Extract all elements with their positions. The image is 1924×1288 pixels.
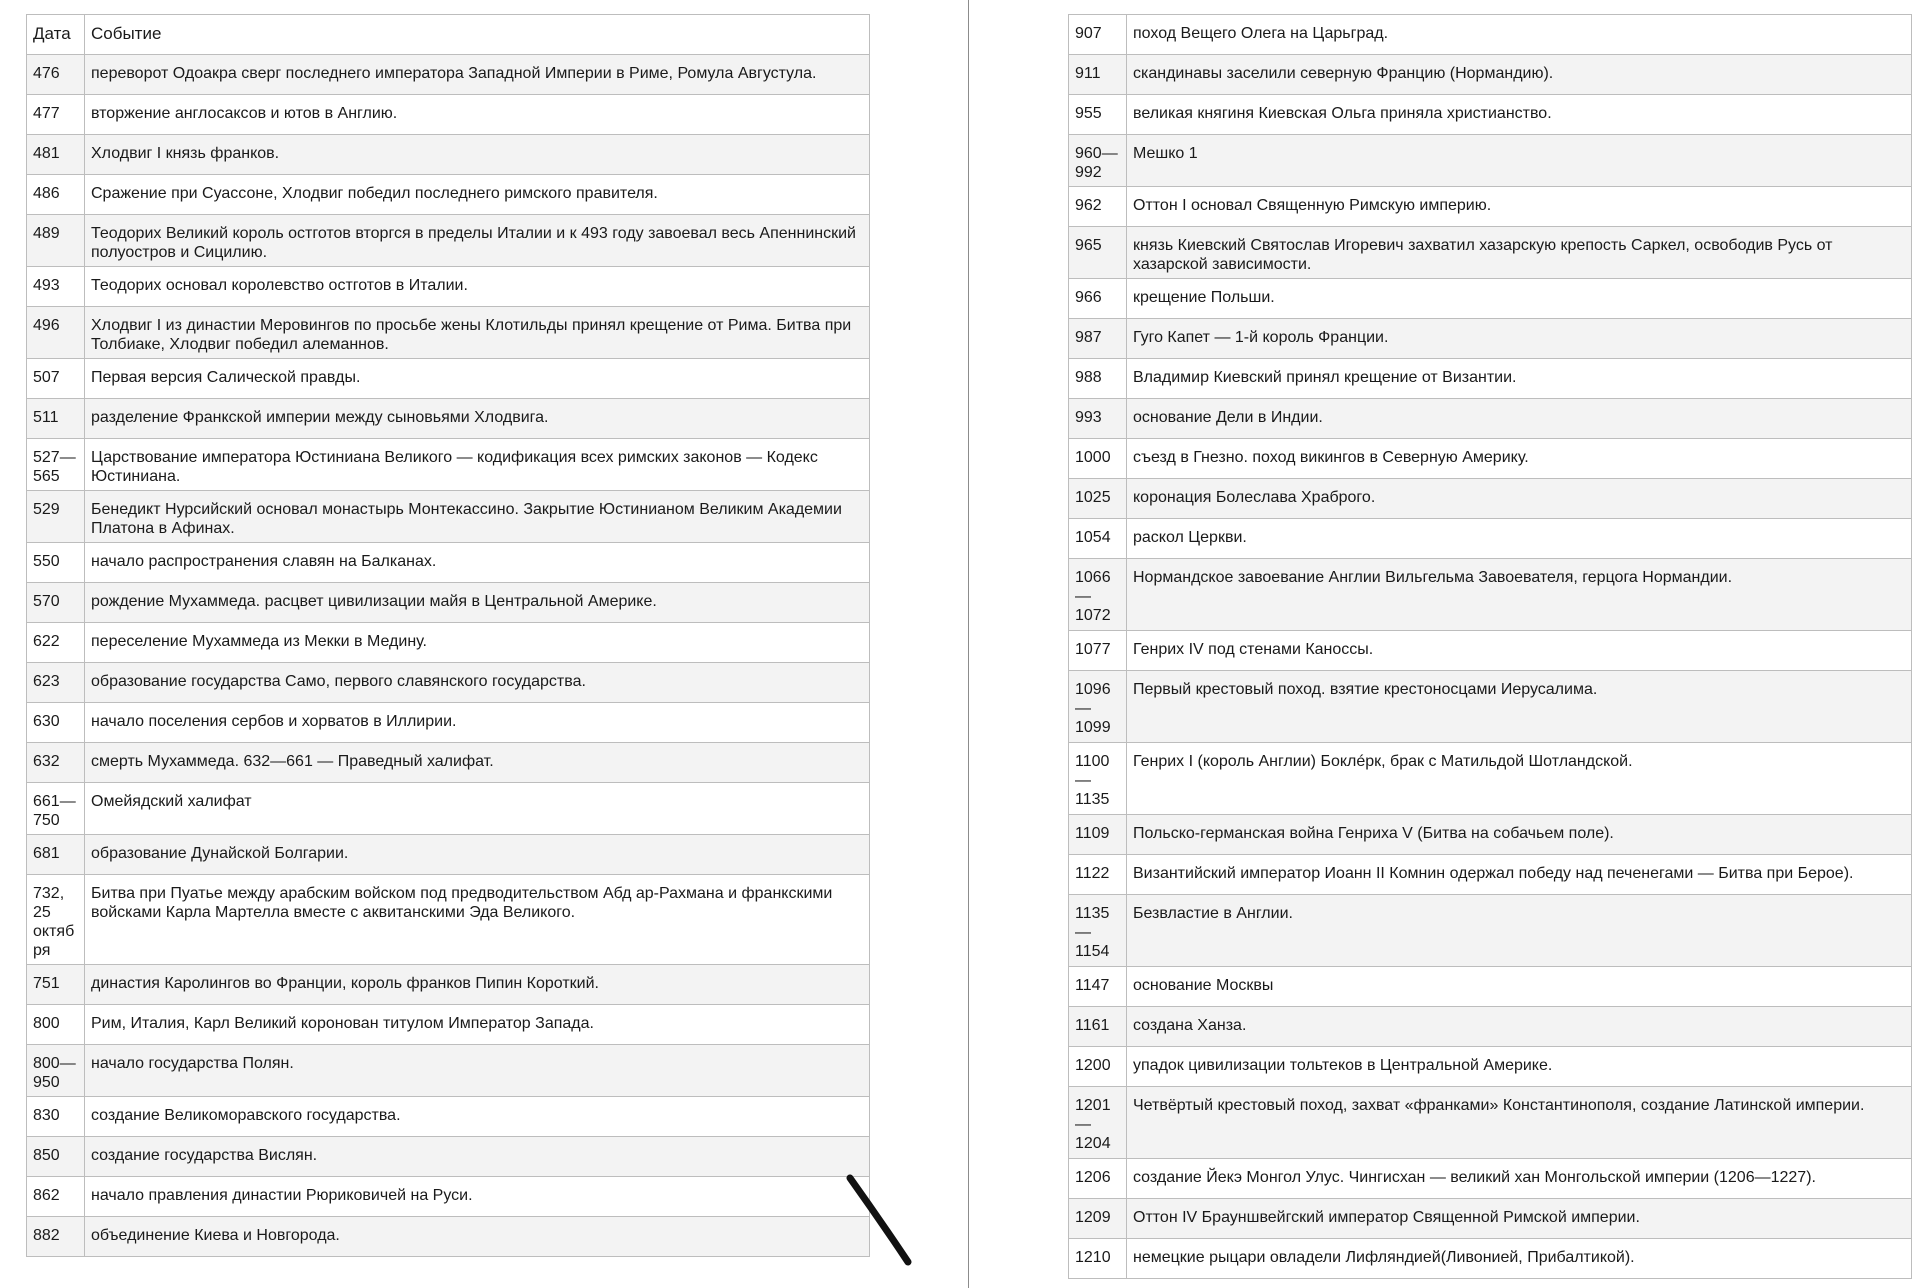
row-event: начало поселения сербов и хорватов в Иллирии. — [85, 703, 870, 743]
row-event: образование государства Само, первого славянского государства. — [85, 663, 870, 703]
row-event: Битва при Пуатье между арабским войском под предводительством Абд ар-Рахмана и франкскими войсками Карла Мартелла вместе с аквитанскими Эда Великого. — [85, 875, 870, 965]
row-event: Оттон IV Брауншвейгский император Священной Римской империи. — [1127, 1199, 1912, 1239]
row-event: поход Вещего Олега на Царьград. — [1127, 15, 1912, 55]
row-event: начало распространения славян на Балканах. — [85, 543, 870, 583]
table-row — [1069, 815, 1912, 855]
row-event: немецкие рыцари овладели Лифляндией(Ливонией, Прибалтикой). — [1127, 1239, 1912, 1279]
table-row — [27, 1045, 870, 1097]
row-date: 661—750 — [27, 783, 85, 835]
row-date: 1025 — [1069, 479, 1127, 519]
row-date: 570 — [27, 583, 85, 623]
row-date: 486 — [27, 175, 85, 215]
table-row — [27, 835, 870, 875]
row-event: разделение Франкской империи между сыновьями Хлодвига. — [85, 399, 870, 439]
row-event: Византийский император Иоанн II Комнин одержал победу над печенегами — Битва при Берое). — [1127, 855, 1912, 895]
row-date: 907 — [1069, 15, 1127, 55]
row-event: основание Москвы — [1127, 967, 1912, 1007]
table-row — [1069, 559, 1912, 631]
header-date: Дата — [27, 15, 85, 55]
table-row — [1069, 399, 1912, 439]
table-row — [27, 491, 870, 543]
row-date: 830 — [27, 1097, 85, 1137]
row-date: 966 — [1069, 279, 1127, 319]
table-row — [27, 703, 870, 743]
row-date: 493 — [27, 267, 85, 307]
table-row — [1069, 895, 1912, 967]
row-event: упадок цивилизации тольтеков в Центральной Америке. — [1127, 1047, 1912, 1087]
row-date: 1066 — 1072 — [1069, 559, 1127, 631]
row-event: Первый крестовый поход. взятие крестоносцами Иерусалима. — [1127, 671, 1912, 743]
row-date: 800 — [27, 1005, 85, 1045]
row-date: 1161 — [1069, 1007, 1127, 1047]
table-row — [27, 55, 870, 95]
table-row — [27, 1177, 870, 1217]
row-event: рождение Мухаммеда. расцвет цивилизации майя в Центральной Америке. — [85, 583, 870, 623]
row-event: Четвёртый крестовый поход, захват «франками» Константинополя, создание Латинской империи. — [1127, 1087, 1912, 1159]
table-row — [1069, 671, 1912, 743]
row-date: 489 — [27, 215, 85, 267]
row-date: 960—992 — [1069, 135, 1127, 187]
table-row — [27, 215, 870, 267]
row-date: 751 — [27, 965, 85, 1005]
row-event: Владимир Киевский принял крещение от Византии. — [1127, 359, 1912, 399]
row-date: 1209 — [1069, 1199, 1127, 1239]
row-date: 1206 — [1069, 1159, 1127, 1199]
row-event: династия Каролингов во Франции, король франков Пипин Короткий. — [85, 965, 870, 1005]
row-date: 965 — [1069, 227, 1127, 279]
table-row — [1069, 1159, 1912, 1199]
table-row — [1069, 743, 1912, 815]
row-date: 507 — [27, 359, 85, 399]
table-row — [1069, 967, 1912, 1007]
row-event: начало правления династии Рюриковичей на Руси. — [85, 1177, 870, 1217]
row-event: коронация Болеслава Храброго. — [1127, 479, 1912, 519]
table-row — [27, 663, 870, 703]
row-date: 527—565 — [27, 439, 85, 491]
table-row — [27, 135, 870, 175]
table-row — [27, 175, 870, 215]
table-row — [1069, 439, 1912, 479]
row-date: 1147 — [1069, 967, 1127, 1007]
row-date: 988 — [1069, 359, 1127, 399]
row-event: великая княгиня Киевская Ольга приняла христианство. — [1127, 95, 1912, 135]
row-event: Хлодвиг I князь франков. — [85, 135, 870, 175]
row-date: 862 — [27, 1177, 85, 1217]
row-event: начало государства Полян. — [85, 1045, 870, 1097]
table-row — [1069, 55, 1912, 95]
table-row — [27, 1137, 870, 1177]
table-row — [1069, 631, 1912, 671]
row-date: 1077 — [1069, 631, 1127, 671]
row-date: 732, 25 октября — [27, 875, 85, 965]
row-date: 1210 — [1069, 1239, 1127, 1279]
table-row — [27, 1097, 870, 1137]
row-date: 1201 — 1204 — [1069, 1087, 1127, 1159]
row-date: 1109 — [1069, 815, 1127, 855]
table-row — [1069, 359, 1912, 399]
row-date: 1000 — [1069, 439, 1127, 479]
table-header-row — [27, 15, 870, 55]
table-row — [1069, 15, 1912, 55]
row-event: объединение Киева и Новгорода. — [85, 1217, 870, 1257]
table-row — [1069, 1087, 1912, 1159]
row-event: Хлодвиг I из династии Меровингов по просьбе жены Клотильды принял крещение от Рима. Битва при Толбиаке, Хлодвиг победил алеманнов. — [85, 307, 870, 359]
row-event: Генрих IV под стенами Каноссы. — [1127, 631, 1912, 671]
table-row — [1069, 1047, 1912, 1087]
table-row — [1069, 1007, 1912, 1047]
row-date: 882 — [27, 1217, 85, 1257]
row-date: 987 — [1069, 319, 1127, 359]
row-event: Бенедикт Нурсийский основал монастырь Монтекассино. Закрытие Юстинианом Великим Академии Платона в Афинах. — [85, 491, 870, 543]
row-date: 476 — [27, 55, 85, 95]
row-event: Мешко 1 — [1127, 135, 1912, 187]
table-row — [1069, 1199, 1912, 1239]
pen-stroke-mark — [840, 1170, 920, 1270]
page-divider — [968, 0, 969, 1288]
timeline-table-left — [26, 14, 870, 1257]
row-date: 511 — [27, 399, 85, 439]
row-event: Безвластие в Англии. — [1127, 895, 1912, 967]
row-date: 481 — [27, 135, 85, 175]
table-row — [27, 965, 870, 1005]
row-event: Омейядский халифат — [85, 783, 870, 835]
row-event: Оттон I основал Священную Римскую империю. — [1127, 187, 1912, 227]
row-event: князь Киевский Святослав Игоревич захватил хазарскую крепость Саркел, освободив Русь от хазарской зависимости. — [1127, 227, 1912, 279]
row-date: 632 — [27, 743, 85, 783]
row-date: 993 — [1069, 399, 1127, 439]
row-event: раскол Церкви. — [1127, 519, 1912, 559]
table-row — [27, 307, 870, 359]
row-event: переворот Одоакра сверг последнего императора Западной Империи в Риме, Ромула Августула. — [85, 55, 870, 95]
row-event: Сражение при Суассоне, Хлодвиг победил последнего римского правителя. — [85, 175, 870, 215]
row-event: образование Дунайской Болгарии. — [85, 835, 870, 875]
table-row — [1069, 187, 1912, 227]
header-event: Событие — [85, 15, 870, 55]
table-row — [27, 1217, 870, 1257]
row-date: 800—950 — [27, 1045, 85, 1097]
table-row — [1069, 319, 1912, 359]
row-date: 1054 — [1069, 519, 1127, 559]
table-row — [27, 743, 870, 783]
table-row — [1069, 227, 1912, 279]
table-row — [1069, 479, 1912, 519]
table-row — [27, 95, 870, 135]
row-date: 681 — [27, 835, 85, 875]
table-row — [27, 623, 870, 663]
row-event: Теодорих основал королевство остготов в Италии. — [85, 267, 870, 307]
row-event: Теодорих Великий король остготов вторгся в пределы Италии и к 493 году завоевал весь Апеннинский полуостров и Сицилию. — [85, 215, 870, 267]
table-row — [27, 583, 870, 623]
row-date: 622 — [27, 623, 85, 663]
table-row — [27, 783, 870, 835]
row-event: создана Ханза. — [1127, 1007, 1912, 1047]
row-date: 1200 — [1069, 1047, 1127, 1087]
row-date: 1100 — 1135 — [1069, 743, 1127, 815]
table-row — [1069, 519, 1912, 559]
table-row — [27, 267, 870, 307]
row-event: Польско-германская война Генриха V (Битва на собачьем поле). — [1127, 815, 1912, 855]
table-row — [1069, 1239, 1912, 1279]
row-event: основание Дели в Индии. — [1127, 399, 1912, 439]
row-event: крещение Польши. — [1127, 279, 1912, 319]
row-event: съезд в Гнезно. поход викингов в Северную Америку. — [1127, 439, 1912, 479]
row-date: 529 — [27, 491, 85, 543]
table-row — [1069, 95, 1912, 135]
row-event: создание Великоморавского государства. — [85, 1097, 870, 1137]
row-date: 477 — [27, 95, 85, 135]
row-date: 911 — [1069, 55, 1127, 95]
table-row — [27, 543, 870, 583]
row-date: 623 — [27, 663, 85, 703]
table-row — [1069, 855, 1912, 895]
table-row — [27, 875, 870, 965]
row-date: 955 — [1069, 95, 1127, 135]
timeline-table-right — [1068, 14, 1912, 1279]
row-event: создание государства Вислян. — [85, 1137, 870, 1177]
row-event: скандинавы заселили северную Францию (Нормандию). — [1127, 55, 1912, 95]
row-event: смерть Мухаммеда. 632—661 — Праведный халифат. — [85, 743, 870, 783]
row-event: Гуго Капет — 1-й король Франции. — [1127, 319, 1912, 359]
row-event: Царствование императора Юстиниана Великого — кодификация всех римских законов — Кодекс Юстиниана. — [85, 439, 870, 491]
row-event: Генрих I (король Англии) Боклéрк, брак с Матильдой Шотландской. — [1127, 743, 1912, 815]
row-event: Первая версия Салической правды. — [85, 359, 870, 399]
table-row — [27, 1005, 870, 1045]
row-date: 550 — [27, 543, 85, 583]
table-row — [27, 399, 870, 439]
table-row — [27, 439, 870, 491]
table-row — [27, 359, 870, 399]
row-date: 1122 — [1069, 855, 1127, 895]
table-row — [1069, 279, 1912, 319]
row-date: 962 — [1069, 187, 1127, 227]
row-event: Рим, Италия, Карл Великий коронован титулом Император Запада. — [85, 1005, 870, 1045]
row-date: 630 — [27, 703, 85, 743]
row-event: вторжение англосаксов и ютов в Англию. — [85, 95, 870, 135]
row-event: переселение Мухаммеда из Мекки в Медину. — [85, 623, 870, 663]
row-date: 850 — [27, 1137, 85, 1177]
row-event: Нормандское завоевание Англии Вильгельма Завоевателя, герцога Нормандии. — [1127, 559, 1912, 631]
row-date: 496 — [27, 307, 85, 359]
row-event: создание Йекэ Монгол Улус. Чингисхан — великий хан Монгольской империи (1206—1227). — [1127, 1159, 1912, 1199]
row-date: 1096 — 1099 — [1069, 671, 1127, 743]
row-date: 1135 — 1154 — [1069, 895, 1127, 967]
table-row — [1069, 135, 1912, 187]
